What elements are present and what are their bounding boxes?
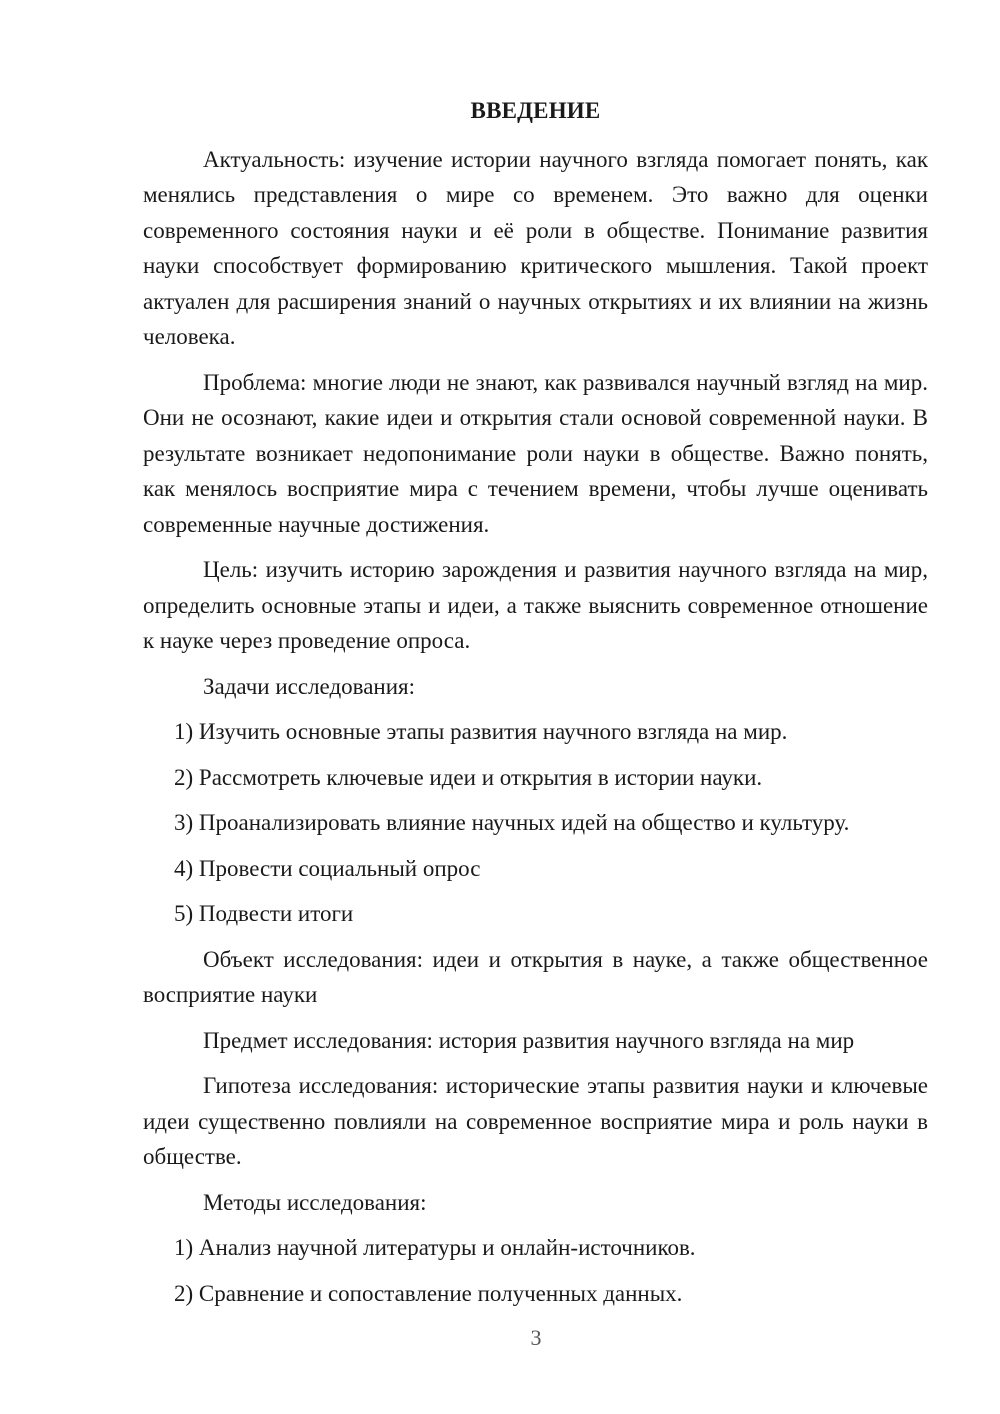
- methods-list: [143, 1230, 928, 1311]
- task-item: 5) Подвести итоги: [174, 901, 354, 926]
- subject-paragraph: Предмет исследования: история развития научного взгляда на мир: [203, 1027, 855, 1053]
- tasks-heading: Задачи исследования:: [203, 673, 416, 699]
- object-paragraph: Объект исследования: идеи и открытия в науке, а также общественное восприятие науки: [143, 946, 928, 1007]
- goal-paragraph: Цель: изучить историю зарождения и развития научного взгляда на мир, определить основные этапы и идеи, а также выяснить современное отношение к науке через проведение опроса.: [143, 557, 928, 653]
- page-title: ВВЕДЕНИЕ: [470, 98, 601, 123]
- task-item: 2) Рассмотреть ключевые идеи и открытия в истории науки.: [174, 764, 763, 790]
- task-item: 3) Проанализировать влияние научных идей на общество и культуру.: [174, 810, 850, 835]
- task-item: 4) Провести социальный опрос: [174, 855, 481, 881]
- task-item: 1) Изучить основные этапы развития научного взгляда на мир.: [174, 719, 788, 744]
- method-item: 1) Анализ научной литературы и онлайн-источников.: [174, 1235, 696, 1260]
- problem-paragraph: Проблема: многие люди не знают, как развивался научный взгляд на мир. Они не осознают, какие идеи и открытия стали основой современной науки. В результате возникает недопонимание роли науки в обществе. Важно понять, как менялось восприятие мира с течением времени, чтобы лучше оценивать современные научные достижения.: [143, 369, 928, 537]
- methods-heading: Методы исследования:: [203, 1189, 427, 1215]
- method-item: 2) Сравнение и сопоставление полученных данных.: [174, 1280, 683, 1306]
- hypothesis-paragraph: Гипотеза исследования: исторические этапы развития науки и ключевые идеи существенно повлияли на современное восприятие мира и роль науки в обществе.: [143, 1073, 928, 1169]
- page-number: 3: [530, 1325, 542, 1350]
- page-content: [143, 93, 928, 1321]
- tasks-list: [143, 714, 928, 932]
- relevance-paragraph: Актуальность: изучение истории научного взгляда помогает понять, как менялись представления о мире со временем. Это важно для оценки современного состояния науки и её роли в обществе. Понимание развития науки способствует формированию критического мышления. Такой проект актуален для расширения знаний о научных открытиях и их влиянии на жизнь человека.: [143, 146, 928, 349]
